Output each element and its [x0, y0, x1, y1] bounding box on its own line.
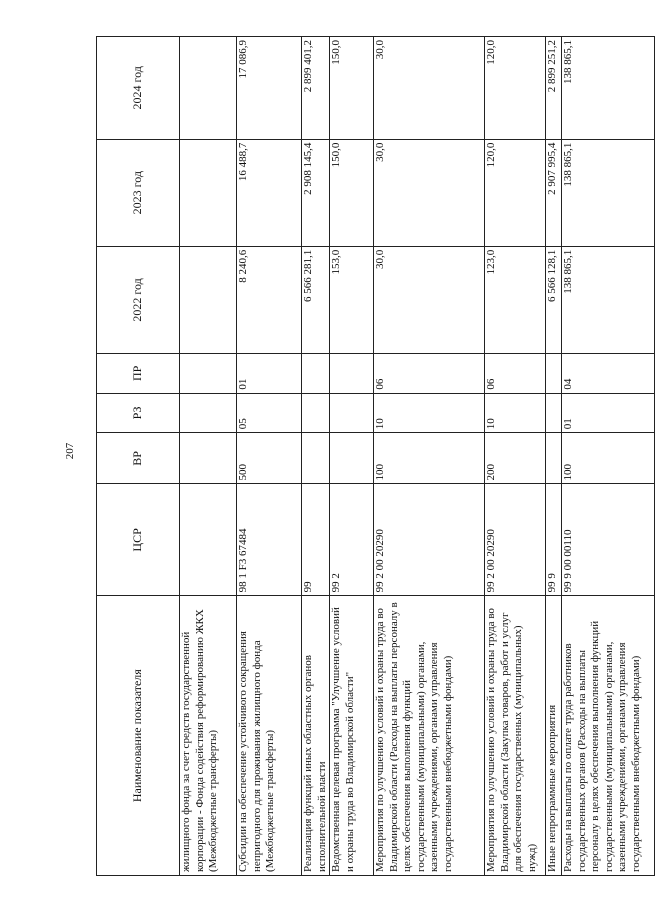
row-csr: 99: [302, 484, 330, 596]
row-rz: [180, 393, 237, 433]
row-2023: 2 908 145,4: [302, 139, 330, 246]
row-2022: 153,0: [330, 246, 374, 353]
table-row: [180, 37, 237, 876]
header-vr: ВР: [97, 433, 180, 484]
row-2022: 138 865,1: [562, 246, 655, 353]
table-row: [374, 37, 485, 876]
budget-table-rotated: [96, 36, 642, 876]
row-name: Ведомственная целевая программа "Улучшение условий и охраны труда во Владимирской области": [330, 596, 374, 876]
header-pr: ПР: [97, 354, 180, 394]
row-2024: 30,0: [374, 37, 485, 140]
row-pr: 06: [374, 354, 485, 394]
row-csr: 99 2 00 20290: [485, 484, 546, 596]
row-pr: 01: [237, 354, 302, 394]
row-2023: 120,0: [485, 139, 546, 246]
header-rz: РЗ: [97, 393, 180, 433]
row-vr: [546, 433, 562, 484]
row-name: Реализация функций иных областных органов исполнительной власти: [302, 596, 330, 876]
header-csr: ЦСР: [97, 484, 180, 596]
row-csr: 99 9 00 00110: [562, 484, 655, 596]
header-2022: 2022 год: [97, 246, 180, 353]
row-rz: [546, 393, 562, 433]
row-2024: [180, 37, 237, 140]
table-row: [562, 37, 655, 876]
row-2023: 16 488,7: [237, 139, 302, 246]
row-pr: 04: [562, 354, 655, 394]
row-2024: 2 899 401,2: [302, 37, 330, 140]
row-vr: [302, 433, 330, 484]
row-rz: 10: [485, 393, 546, 433]
row-vr: [330, 433, 374, 484]
row-rz: [330, 393, 374, 433]
row-2023: 2 907 995,4: [546, 139, 562, 246]
row-2022: 6 566 128,1: [546, 246, 562, 353]
row-2022: 30,0: [374, 246, 485, 353]
row-2024: 2 899 251,2: [546, 37, 562, 140]
row-rz: 05: [237, 393, 302, 433]
row-name: Расходы на выплаты по оплате труда работников государственных органов (Расходы на выплаты персоналу в целях обеспечения выполнения функций государственными (муниципальными) органами, казенными учреждениями, органами управления государственными внебюджетными фондами): [562, 596, 655, 876]
table-header-row: [97, 37, 180, 876]
row-vr: 500: [237, 433, 302, 484]
row-pr: [302, 354, 330, 394]
row-rz: 10: [374, 393, 485, 433]
row-name: Иные непрограммные мероприятия: [546, 596, 562, 876]
row-name: жилищного фонда за счет средств государственной корпорации - Фонда содействия реформированию ЖКХ (Межбюджетные трансферты): [180, 596, 237, 876]
row-csr: 98 1 F3 67484: [237, 484, 302, 596]
row-2023: 30,0: [374, 139, 485, 246]
row-vr: [180, 433, 237, 484]
row-csr: [180, 484, 237, 596]
row-2022: 6 566 281,1: [302, 246, 330, 353]
row-2023: [180, 139, 237, 246]
table-row: [546, 37, 562, 876]
row-2024: 138 865,1: [562, 37, 655, 140]
row-2024: 17 086,9: [237, 37, 302, 140]
budget-table: [96, 36, 655, 876]
row-vr: 100: [374, 433, 485, 484]
header-name: Наименование показателя: [97, 596, 180, 876]
row-csr: 99 2: [330, 484, 374, 596]
row-pr: [180, 354, 237, 394]
row-2022: 123,0: [485, 246, 546, 353]
row-2022: 8 240,6: [237, 246, 302, 353]
header-2023: 2023 год: [97, 139, 180, 246]
row-rz: 01: [562, 393, 655, 433]
table-row: [330, 37, 374, 876]
row-pr: [546, 354, 562, 394]
row-2022: [180, 246, 237, 353]
row-name: Субсидии на обеспечение устойчивого сокращения непригодного для проживания жилищного фонда (Межбюджетные трансферты): [237, 596, 302, 876]
row-pr: 06: [485, 354, 546, 394]
row-2023: 150,0: [330, 139, 374, 246]
row-pr: [330, 354, 374, 394]
row-name: Мероприятия по улучшению условий и охраны труда во Владимирской области (Закупка товаров, работ и услуг для обеспечения государственных (муниципальных) нужд): [485, 596, 546, 876]
row-2023: 138 865,1: [562, 139, 655, 246]
row-rz: [302, 393, 330, 433]
header-2024: 2024 год: [97, 37, 180, 140]
row-2024: 120,0: [485, 37, 546, 140]
row-csr: 99 2 00 20290: [374, 484, 485, 596]
row-name: Мероприятия по улучшению условий и охраны труда во Владимирской области (Расходы на выплаты персоналу в целях обеспечения выполнения функций государственными (муниципальными) органами, казенными учреждениями, органами управления государственными внебюджетными фондами): [374, 596, 485, 876]
table-row: [237, 37, 302, 876]
table-row: [485, 37, 546, 876]
page-number: 207: [64, 442, 76, 460]
row-vr: 200: [485, 433, 546, 484]
row-vr: 100: [562, 433, 655, 484]
row-csr: 99 9: [546, 484, 562, 596]
table-row: [302, 37, 330, 876]
row-2024: 150,0: [330, 37, 374, 140]
